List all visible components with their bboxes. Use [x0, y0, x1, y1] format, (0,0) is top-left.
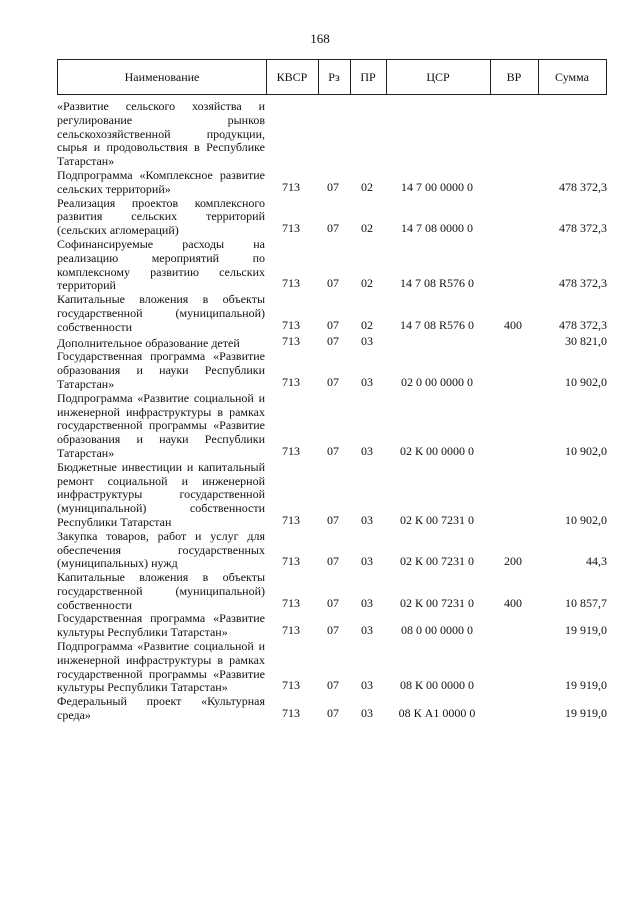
cell-csr: 14 7 08 R576 0 — [399, 317, 474, 332]
cell-pr: 03 — [361, 512, 373, 527]
cell-vr — [489, 390, 537, 392]
cell-pr: 03 — [361, 623, 373, 638]
cell-vr: 200 — [504, 554, 522, 569]
cell-name: «Развитие сельского хозяйства и регулирование рынков сельскохозяйственной продукции, сырья и продовольствия в Республике Татарстан» — [57, 99, 265, 169]
cell-vr — [489, 291, 537, 293]
cell-csr: 02 К 00 7231 0 — [399, 595, 474, 610]
cell-pr: 03 — [361, 595, 373, 610]
cell-rz: 07 — [327, 333, 339, 348]
cell-rz: 07 — [327, 512, 339, 527]
cell-vr — [489, 236, 537, 238]
cell-pr: 03 — [361, 443, 373, 458]
cell-pr: 03 — [361, 678, 373, 693]
table-row — [57, 100, 607, 169]
cell-kvsr: 713 — [282, 623, 300, 638]
cell-kvsr: 713 — [282, 678, 300, 693]
cell-rz: 07 — [327, 276, 339, 291]
cell-name: Реализация проектов комплексного развития сельских территорий (сельских агломераций) — [57, 195, 265, 238]
cell-pr: 02 — [361, 276, 373, 291]
cell-csr: 14 7 08 0000 0 — [401, 221, 473, 236]
table-row — [57, 197, 607, 238]
cell-kvsr: 713 — [282, 179, 300, 194]
cell-csr: 02 К 00 0000 0 — [399, 443, 474, 458]
cell-sum: 478 372,3 — [559, 317, 607, 332]
table-row — [57, 238, 607, 293]
cell-csr: 08 К 00 0000 0 — [399, 678, 474, 693]
cell-pr: 03 — [361, 706, 373, 721]
cell-name: Государственная программа «Развитие культуры Республики Татарстан» — [57, 611, 265, 640]
cell-sum: 19 919,0 — [565, 623, 607, 638]
cell-kvsr: 713 — [282, 706, 300, 721]
cell-sum: 10 902,0 — [565, 512, 607, 527]
cell-rz: 07 — [327, 317, 339, 332]
cell-csr: 08 К А1 0000 0 — [398, 706, 476, 721]
cell-kvsr: 713 — [282, 221, 300, 236]
cell-vr: 400 — [504, 595, 522, 610]
cell-sum — [537, 167, 607, 169]
cell-vr: 400 — [504, 317, 522, 332]
cell-pr: 02 — [361, 179, 373, 194]
table-row — [57, 392, 607, 461]
cell-sum: 30 821,0 — [565, 333, 607, 348]
cell-sum: 478 372,3 — [559, 179, 607, 194]
cell-pr: 03 — [361, 374, 373, 389]
cell-vr — [489, 693, 537, 695]
table-row — [57, 461, 607, 530]
cell-pr: 03 — [361, 554, 373, 569]
cell-name: Подпрограмма «Развитие социальной и инженерной инфраструктуры в рамках государственной программы «Развитие культуры Республики Татарстан» — [57, 639, 265, 695]
header-rz: Рз — [318, 60, 351, 94]
cell-sum: 44,3 — [586, 554, 607, 569]
cell-vr — [489, 721, 537, 723]
cell-name: Капитальные вложения в объекты государственной (муниципальной) собственности — [57, 292, 265, 334]
cell-vr — [489, 459, 537, 461]
cell-rz: 07 — [327, 623, 339, 638]
header-csr: ЦСР — [386, 60, 491, 94]
cell-rz — [317, 167, 349, 169]
header-sum: Сумма — [555, 70, 589, 84]
table-row — [57, 350, 607, 391]
cell-name: Подпрограмма «Развитие социальной и инженерной инфраструктуры в рамках государственной программы «Развитие образования и науки Республики Татарстан» — [57, 390, 265, 460]
table-row — [57, 293, 607, 334]
cell-rz: 07 — [327, 374, 339, 389]
cell-name: Софинансируемые расходы на реализацию мероприятий по комплексному развитию сельских территорий — [57, 236, 265, 293]
cell-kvsr: 713 — [282, 512, 300, 527]
cell-name: Подпрограмма «Комплексное развитие сельских территорий» — [57, 167, 265, 196]
cell-kvsr: 713 — [282, 443, 300, 458]
cell-rz: 07 — [327, 221, 339, 236]
header-pr: ПР — [350, 60, 387, 94]
cell-sum: 478 372,3 — [559, 276, 607, 291]
cell-name: Закупка товаров, работ и услуг для обеспечения государственных (муниципальных) нужд — [57, 528, 265, 571]
cell-vr — [489, 528, 537, 530]
cell-vr — [489, 167, 537, 169]
cell-kvsr: 713 — [282, 595, 300, 610]
cell-name: Федеральный проект «Культурная среда» — [57, 694, 265, 723]
cell-rz: 07 — [327, 179, 339, 194]
cell-rz: 07 — [327, 678, 339, 693]
table-header — [57, 59, 607, 95]
cell-kvsr: 713 — [282, 374, 300, 389]
cell-rz: 07 — [327, 554, 339, 569]
cell-vr — [489, 195, 537, 197]
table-row — [57, 640, 607, 695]
cell-csr: 02 0 00 0000 0 — [401, 374, 473, 389]
cell-pr: 03 — [361, 333, 373, 348]
cell-vr — [489, 638, 537, 640]
cell-csr: 02 К 00 7231 0 — [399, 512, 474, 527]
cell-pr — [349, 167, 385, 169]
table-row — [57, 530, 607, 571]
cell-csr: 08 0 00 0000 0 — [401, 623, 473, 638]
table-row — [57, 612, 607, 640]
cell-kvsr: 713 — [282, 276, 300, 291]
cell-csr — [385, 167, 489, 169]
cell-csr: 14 7 00 0000 0 — [401, 179, 473, 194]
table-row — [57, 335, 607, 351]
cell-rz: 07 — [327, 443, 339, 458]
page-number: 168 — [310, 31, 330, 46]
cell-pr: 02 — [361, 221, 373, 236]
header-name: Наименование — [58, 60, 267, 94]
table-row — [57, 169, 607, 197]
cell-name: Капитальные вложения в объекты государственной (муниципальной) собственности — [57, 570, 265, 612]
cell-sum: 10 857,7 — [565, 595, 607, 610]
cell-csr: 14 7 08 R576 0 — [399, 276, 474, 291]
cell-sum: 19 919,0 — [565, 678, 607, 693]
table-body — [57, 100, 607, 723]
cell-kvsr: 713 — [282, 317, 300, 332]
cell-name: Бюджетные инвестиции и капитальный ремонт социальной и инженерной инфраструктуры государственной (муниципальной) собственности Республики Татарстан — [57, 459, 265, 529]
cell-kvsr: 713 — [282, 333, 300, 348]
cell-name: Дополнительное образование детей — [57, 335, 240, 350]
header-kvsr: КВСР — [266, 60, 319, 94]
cell-rz: 07 — [327, 595, 339, 610]
table-row — [57, 695, 607, 723]
header-vr: ВР — [490, 60, 539, 94]
cell-sum: 478 372,3 — [559, 221, 607, 236]
table-row — [57, 571, 607, 612]
cell-vr — [489, 348, 537, 350]
cell-kvsr: 713 — [282, 554, 300, 569]
cell-name: Государственная программа «Развитие образования и науки Республики Татарстан» — [57, 349, 265, 391]
cell-sum: 10 902,0 — [565, 374, 607, 389]
cell-sum: 19 919,0 — [565, 706, 607, 721]
cell-csr — [385, 348, 489, 350]
cell-sum: 10 902,0 — [565, 443, 607, 458]
cell-kvsr — [265, 167, 317, 169]
cell-rz: 07 — [327, 706, 339, 721]
cell-pr: 02 — [361, 317, 373, 332]
cell-csr: 02 К 00 7231 0 — [399, 554, 474, 569]
